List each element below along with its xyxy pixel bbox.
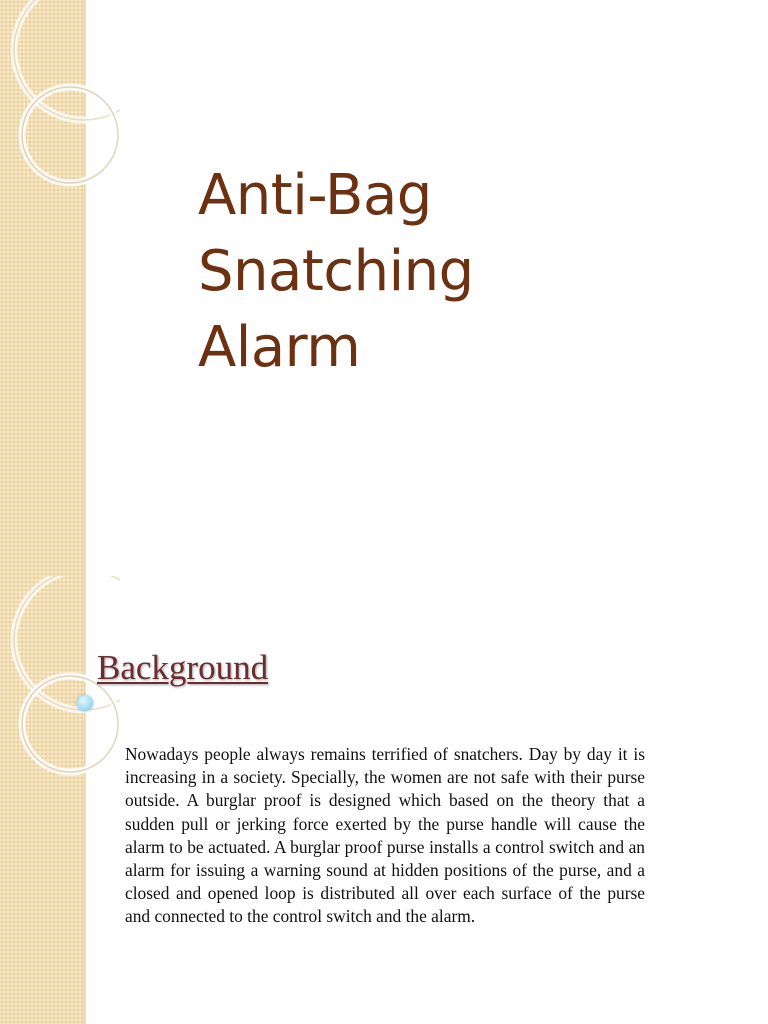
section-heading: Background (97, 648, 269, 687)
title-line: Alarm (198, 315, 361, 380)
background-slide (0, 576, 768, 1024)
decorative-rings-icon (0, 0, 120, 200)
slide-title (198, 158, 678, 386)
title-line: Snatching (198, 239, 474, 304)
bullet-dot-icon (77, 695, 93, 711)
body-paragraph: Nowadays people always remains terrified of snatchers. Day by day it is increasing in a society. Specially, the women are not safe with their purse outside. A burglar proof is designed which based on the theory that a sudden pull or jerking force exerted by the purse handle will cause the alarm to be actuated. A burglar proof purse installs a control switch and an alarm for issuing a warning sound at hidden positions of the purse, and a closed and opened loop is distributed all over each surface of the purse and connected to the control switch and the alarm. (125, 744, 645, 927)
title-line: Anti-Bag (198, 163, 432, 228)
